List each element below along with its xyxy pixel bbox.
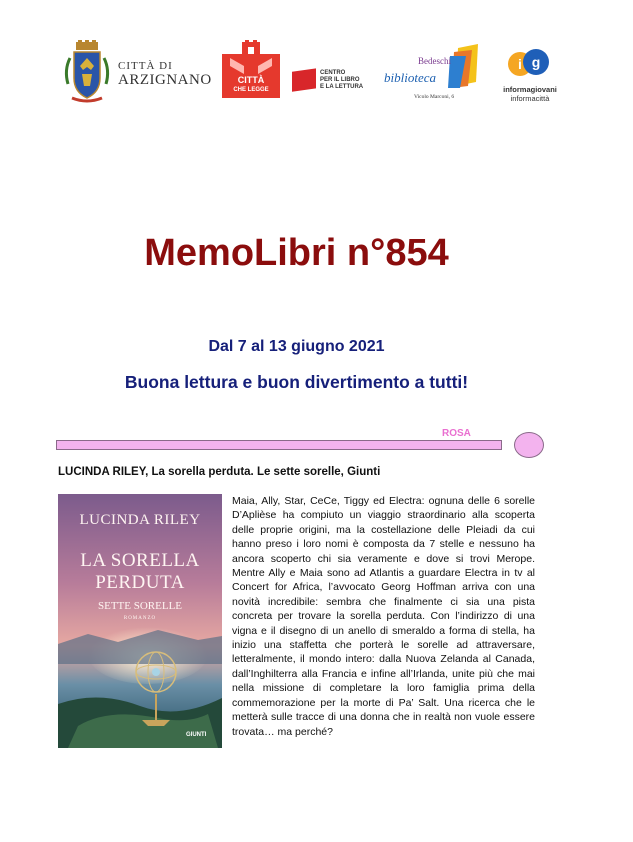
citta-che-legge-line2: CHE LEGGE	[233, 87, 269, 93]
greeting: Buona lettura e buon divertimento a tutti!	[124, 372, 469, 392]
book-description: Maia, Ally, Star, CeCe, Tiggy ed Electra: ognuna delle 6 sorelle D’Aplièse ha compiuto un viaggio straordinario alla scoperta delle proprie origini, ma la costellazione delle Pleiadi da cui hanno preso i loro nomi è composta da 7 stelle e nessuno ha ancora scoperto chi sia veramente e dove si trovi Merope. Mentre Ally e Maia sono ad Atlantis a guardare Electra in tv al Concert for Africa, l’avvocato Georg Hoffman arriva con una novità incredibile: sembra che finalmente ci sia una pista concreta per trovare la sorella perduta. Con l’indirizzo di una vigna e il disegno di un anello di smeraldo a forma di stella, ha inizio una staffetta che porterà le sorelle ad attraversare, letteralmente, il mondo intero: dalla Nuova Zelanda al Canada, dall’Inghilterra alla Francia e infine all’Irlanda, unite più che mai nella missione di completare la loro famiglia prima della commemorazione per la morte di Pa’ Salt. Una ricerca che le metterà sulle tracce di una donna che in realtà non vuole essere trovata… ma perché?	[232, 495, 535, 738]
biblioteca-bedeschi-icon	[382, 42, 490, 104]
cover-title-line1: LA SORELLA	[80, 550, 200, 571]
arzignano-logo-line1: CITTÀ DI	[118, 60, 173, 72]
centro-libro-line2: PER IL LIBRO	[320, 77, 360, 83]
date-range: Dal 7 al 13 giugno 2021	[208, 338, 385, 355]
bedeschi-name: Bedeschi	[418, 56, 451, 66]
bedeschi-biblioteca: biblioteca	[384, 70, 436, 85]
cover-publisher: GIUNTI	[186, 732, 207, 738]
category-circle-icon	[514, 432, 544, 458]
category-label: ROSA	[442, 428, 471, 439]
svg-text:g: g	[531, 54, 541, 70]
book-cover	[58, 494, 222, 748]
arzignano-crest-icon	[62, 40, 112, 106]
centro-libro-icon	[290, 66, 370, 96]
cover-title-line2: PERDUTA	[95, 572, 185, 593]
arzignano-logo-text	[118, 60, 218, 89]
bedeschi-address: Vicolo Marconi, 6	[414, 94, 455, 100]
arzignano-logo-line2: ARZIGNANO	[118, 72, 212, 88]
page-title: MemoLibri n°854	[144, 232, 449, 274]
informagiovani-icon	[498, 46, 562, 104]
cover-series: SETTE SORELLE	[97, 600, 183, 612]
citta-che-legge-icon	[222, 40, 280, 98]
informagiovani-line1: informagiovani	[503, 85, 557, 94]
book-heading: LUCINDA RILEY, La sorella perduta. Le sette sorelle, Giunti	[58, 466, 381, 478]
centro-libro-text	[320, 70, 363, 91]
category-bar	[56, 440, 502, 450]
citta-che-legge-line1: CITTÀ	[237, 75, 265, 85]
cover-author: LUCINDA RILEY	[79, 512, 201, 528]
centro-libro-line3: E LA LETTURA	[320, 84, 364, 90]
cover-kind: ROMANZO	[123, 616, 157, 621]
svg-text:i: i	[518, 56, 522, 72]
informagiovani-line2: informacittà	[510, 94, 550, 103]
centro-libro-line1: CENTRO	[320, 70, 346, 76]
